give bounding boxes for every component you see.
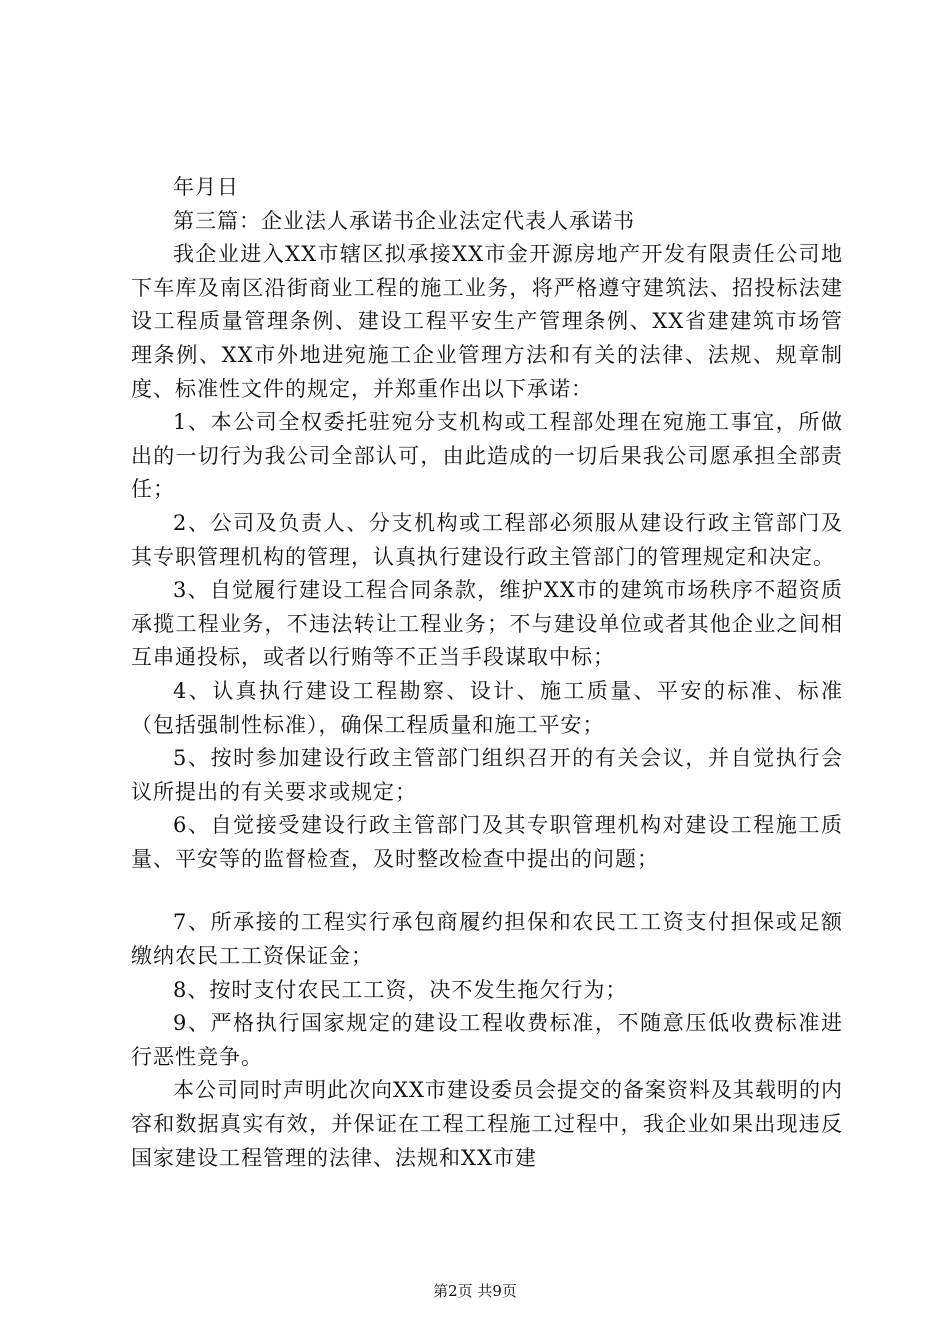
commitment-item-3: 3、自觉履行建设工程合同条款，维护XX市的建筑市场秩序不超资质承揽工程业务，不违法转让工程业务；不与建设单位或者其他企业之间相互串通投标，或者以行贿等不正当手段谋取中标； xyxy=(131,578,843,670)
commitment-item-9: 9、严格执行国家规定的建设工程收费标准，不随意压低收费标准进行恶性竞争。 xyxy=(131,1011,843,1069)
closing-paragraph: 本公司同时声明此次向XX市建设委员会提交的备案资料及其载明的内容和数据真实有效，并保证在工程工程施工过程中，我企业如果出现违反国家建设工程管理的法律、法规和XX市建 xyxy=(131,1078,843,1170)
commitment-item-4: 4、认真执行建设工程勘察、设计、施工质量、平安的标准、标准（包括强制性标准），确保工程质量和施工平安； xyxy=(131,678,843,737)
date-line: 年月日 xyxy=(173,175,239,199)
commitment-item-6: 6、自觉接受建设行政主管部门及其专职管理机构对建设工程施工质量、平安等的监督检查，及时整改检查中提出的问题； xyxy=(131,813,843,871)
commitment-item-1: 1、本公司全权委托驻宛分支机构或工程部处理在宛施工事宜，所做出的一切行为我公司全部认可，由此造成的一切后果我公司愿承担全部责任； xyxy=(131,410,843,502)
page-indicator: 第2页 共9页 xyxy=(433,1282,517,1300)
commitment-item-8: 8、按时支付农民工工资，决不发生拖欠行为； xyxy=(173,977,628,1002)
intro-paragraph: 我企业进入XX市辖区拟承接XX市金开源房地产开发有限责任公司地下车库及南区沿街商业工程的施工业务，将严格遵守建筑法、招投标法建设工程质量管理条例、建设工程平安生产管理条例、XX省建建筑市场管理条例、XX市外地进宛施工企业管理方法和有关的法律、法规、规章制度、标准性文件的规定，并郑重作出以下承诺： xyxy=(131,242,843,401)
section-heading: 第三篇：企业法人承诺书企业法定代表人承诺书 xyxy=(173,208,635,233)
commitment-item-7: 7、所承接的工程实行承包商履约担保和农民工工资支付担保或足额缴纳农民工工资保证金； xyxy=(131,910,843,969)
document-body xyxy=(131,171,843,1175)
commitment-item-5: 5、按时参加建设行政主管部门组织召开的有关会议，并自觉执行会议所提出的有关要求或规定； xyxy=(131,746,843,804)
page-footer xyxy=(0,1281,950,1301)
commitment-item-2: 2、公司及负责人、分支机构或工程部必须服从建设行政主管部门及其专职管理机构的管理，认真执行建设行政主管部门的管理规定和决定。 xyxy=(131,510,843,569)
